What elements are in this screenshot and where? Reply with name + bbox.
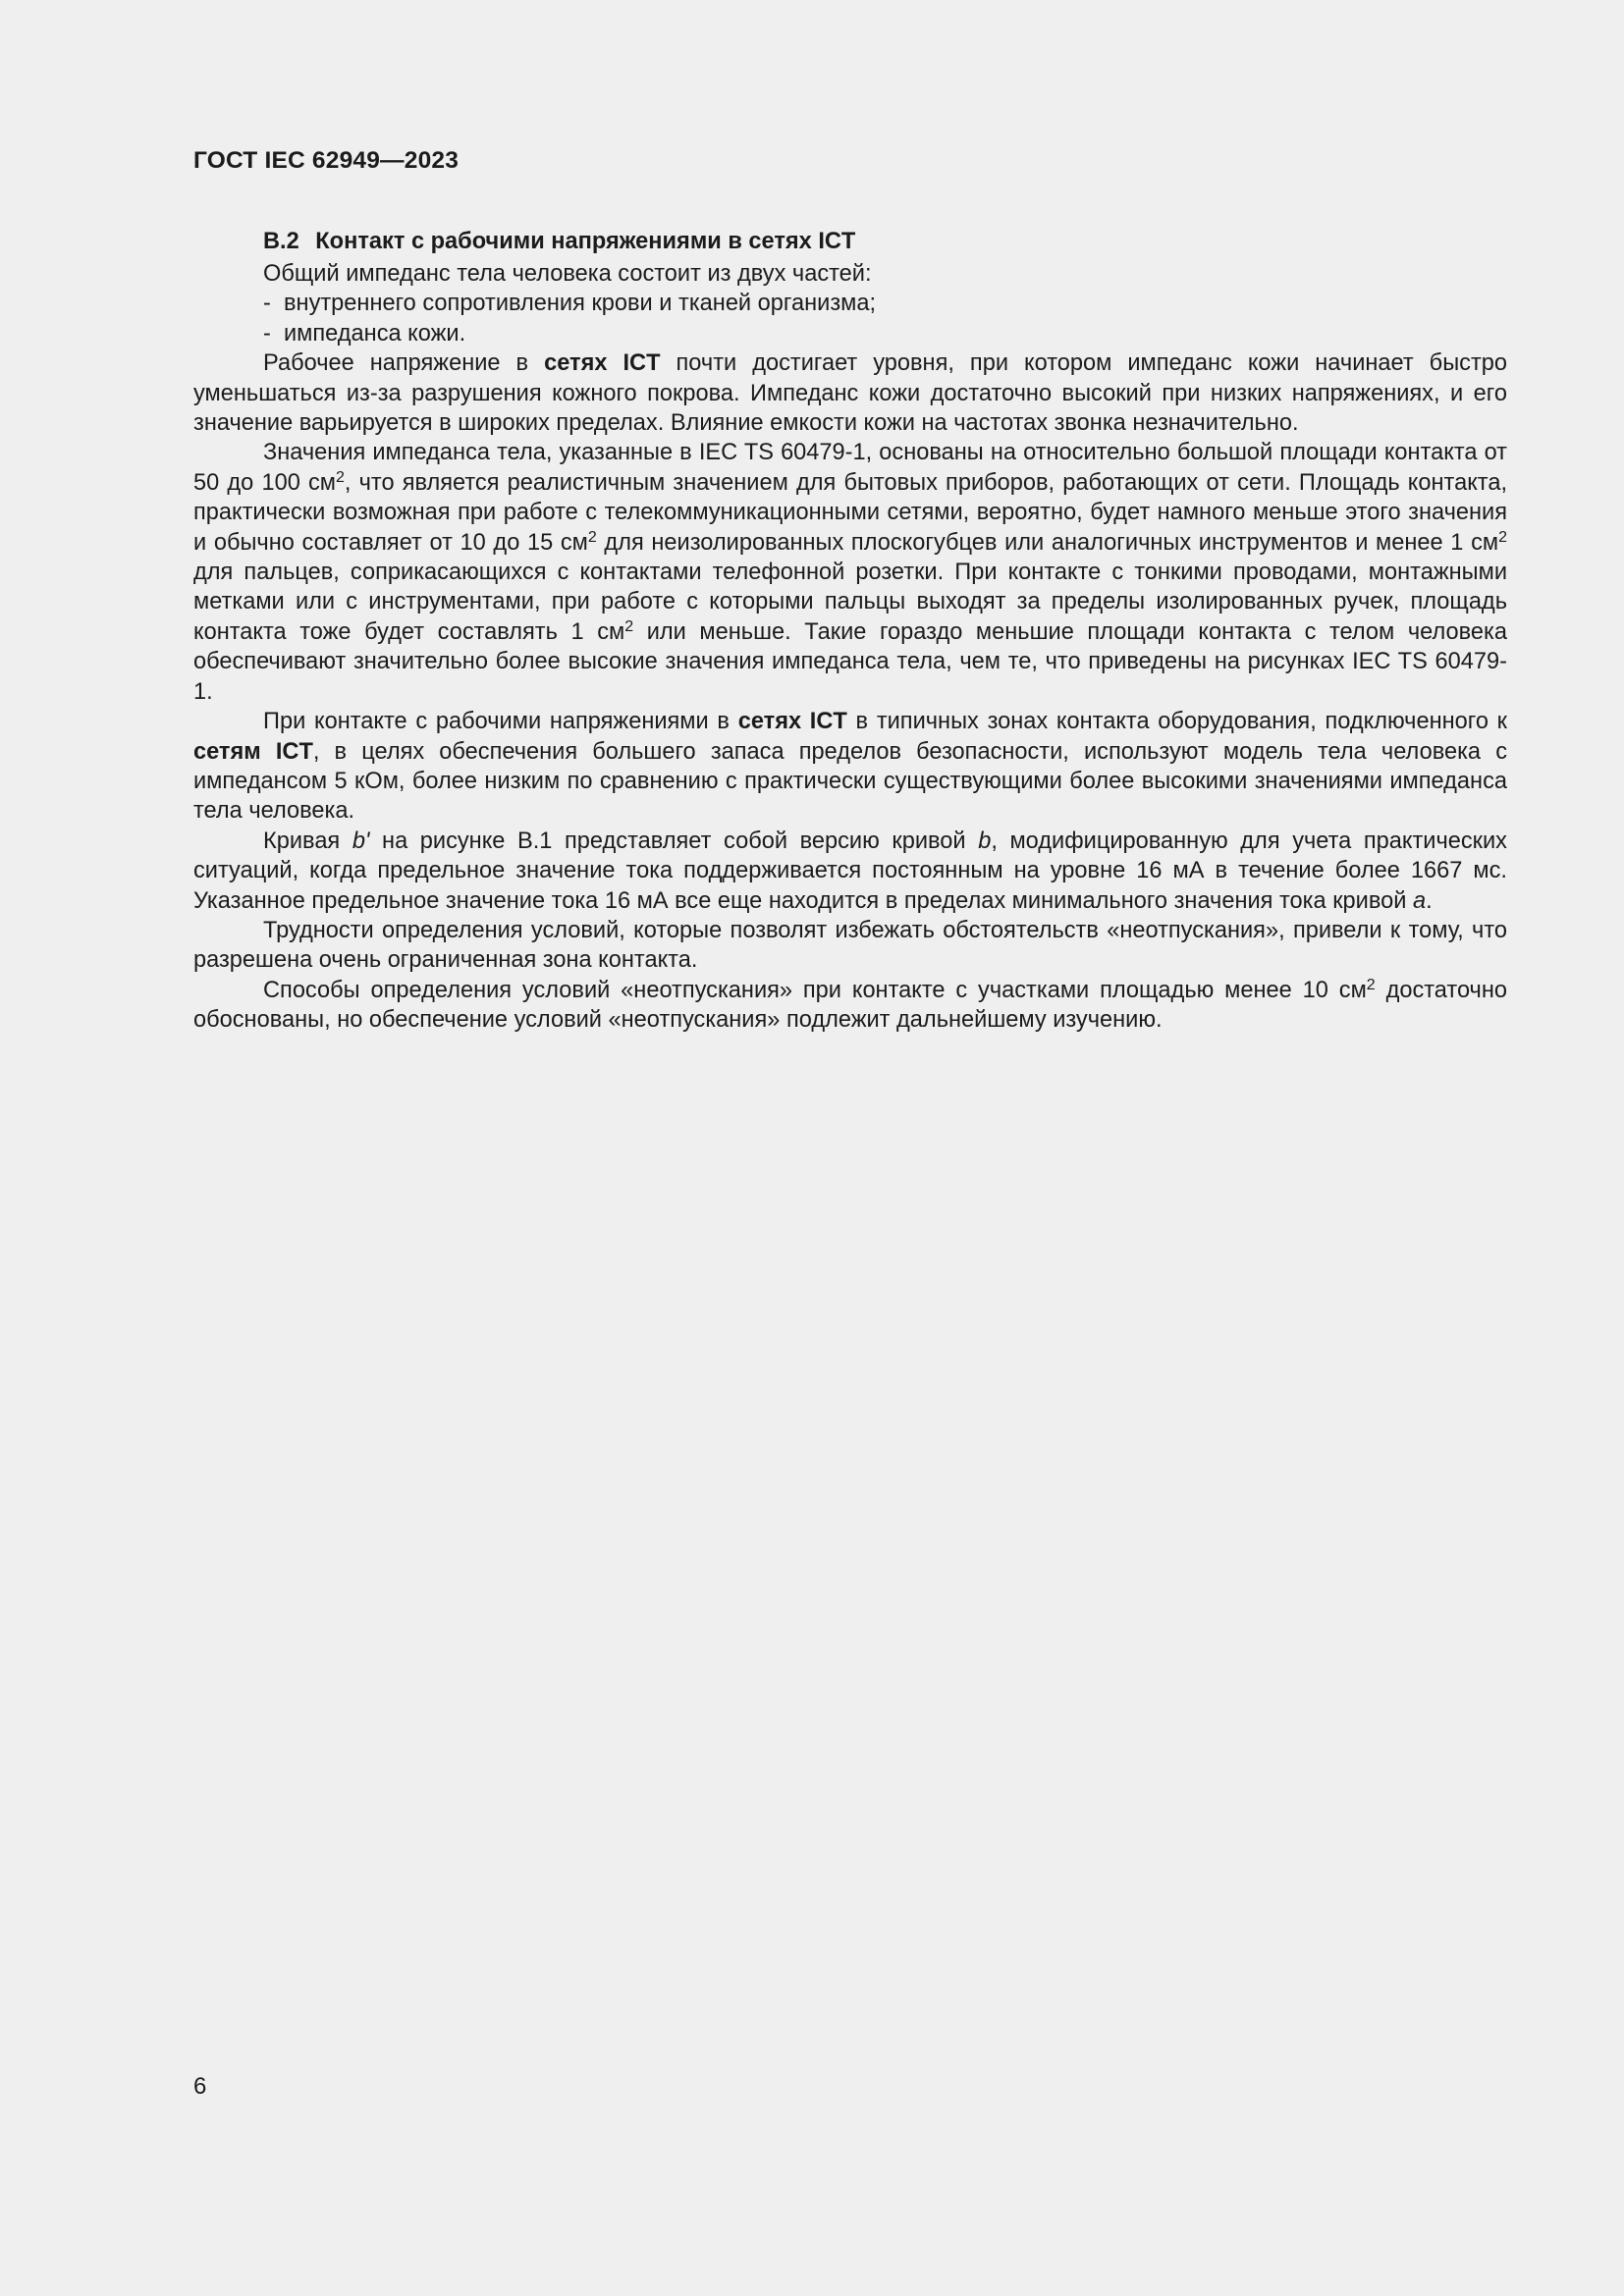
superscript: 2	[587, 528, 597, 546]
term-ict-networks: сетях ICT	[544, 350, 661, 377]
text-run: Рабочее напряжение в	[263, 350, 545, 377]
section-heading	[193, 224, 1507, 259]
list-item	[193, 289, 1507, 318]
text-run: для пальцев, соприкасающихся с контактами телефонной розетки. При контакте с тонкими проводами, монтажными метками или с инструментами, при работе с которыми пальцы выходят за пределы изолированных ручек, площадь контакта тоже будет составлять 1 см	[193, 560, 1507, 645]
text-run: в типичных зонах контакта оборудования, подключенного к	[846, 709, 1508, 735]
text-run: При контакте с рабочими напряжениями в	[263, 709, 738, 735]
list-dash: -	[263, 291, 271, 317]
paragraph-methods	[193, 976, 1507, 1036]
curve-name: b	[978, 828, 992, 854]
text-run: Кривая	[263, 828, 352, 854]
paragraph-impedance-values	[193, 438, 1507, 707]
text-run: , что является реалистичным значением для бытовых приборов, работающих от сети. Площадь контакта, практически возможная при работе с телекоммуникационными сетями, вероятно, будет намного меньше этого значения и обычно составляет от 10 до 15 см	[193, 469, 1507, 556]
text-run: Способы определения условий «неотпускания» при контакте с участками площадью менее 10 см	[263, 977, 1367, 1003]
superscript: 2	[1498, 528, 1507, 546]
text-run: или меньше. Такие гораздо меньшие площади контакта с телом человека обеспечивают значительно более высокие значения импеданса тела, чем те, что приведены на рисунках IEC TS 60479-1.	[193, 618, 1507, 705]
intro-paragraph: Общий импеданс тела человека состоит из двух частей:	[263, 261, 872, 287]
text-run: .	[1426, 887, 1433, 914]
paragraph-curve	[193, 827, 1507, 916]
paragraph-body-model	[193, 707, 1507, 827]
superscript: 2	[624, 617, 634, 635]
text-run: , в целях обеспечения большего запаса пределов безопасности, используют модель тела человека с импедансом 5 кОм, более низким по сравнению с практически существующими более высокими значениями импеданса тела человека.	[193, 738, 1507, 825]
text-run: , модифицированную для учета практических ситуаций, когда предельное значение тока поддерживается постоянным на уровне 16 мА в течение более 1667 мс. Указанное предельное значение тока 16 мА все еще находится в пределах минимального значения тока кривой	[193, 828, 1507, 914]
list-item-text: импеданса кожи.	[284, 320, 466, 347]
section-title: Контакт с рабочими напряжениями в сетях ICT	[315, 229, 856, 254]
list-item	[193, 319, 1507, 348]
paragraph-difficulties: Трудности определения условий, которые позволят избежать обстоятельств «неотпускания», привели к тому, что разрешена очень ограниченная зона контакта.	[193, 917, 1507, 974]
page-content	[193, 224, 1507, 1036]
term-ict-networks: сетях ICT	[737, 709, 847, 735]
list-item-text: внутреннего сопротивления крови и тканей организма;	[284, 291, 877, 317]
text-run: для неизолированных плоскогубцев или аналогичных инструментов и менее 1 см	[596, 529, 1499, 556]
text-run: почти достигает уровня, при котором импеданс кожи начинает быстро уменьшаться из-за разрушения кожного покрова. Импеданс кожи достаточно высокий при низких напряжениях, и его значение варьируется в широких пределах. Влияние емкости кожи на частотах звонка незначительно.	[193, 350, 1507, 437]
text-run: достаточно обоснованы, но обеспечение условий «неотпускания» подлежит дальнейшему изучению.	[193, 977, 1507, 1034]
superscript: 2	[336, 468, 345, 486]
text-run: на рисунке В.1 представляет собой версию кривой	[369, 828, 979, 854]
list-dash: -	[263, 320, 271, 347]
curve-name: a	[1412, 887, 1427, 914]
page-number: 6	[193, 2073, 207, 2100]
term-ict-networks: сетям ICT	[193, 738, 313, 765]
text-run: Значения импеданса тела, указанные в IEC TS 60479-1, основаны на относительно большой площади контакта от 50 до 100 см	[193, 440, 1507, 496]
curve-name: b'	[352, 828, 370, 854]
superscript: 2	[1366, 976, 1376, 993]
section-number: В.2	[263, 229, 299, 254]
paragraph-operating-voltage	[193, 348, 1507, 438]
document-header: ГОСТ IEC 62949—2023	[193, 147, 460, 174]
